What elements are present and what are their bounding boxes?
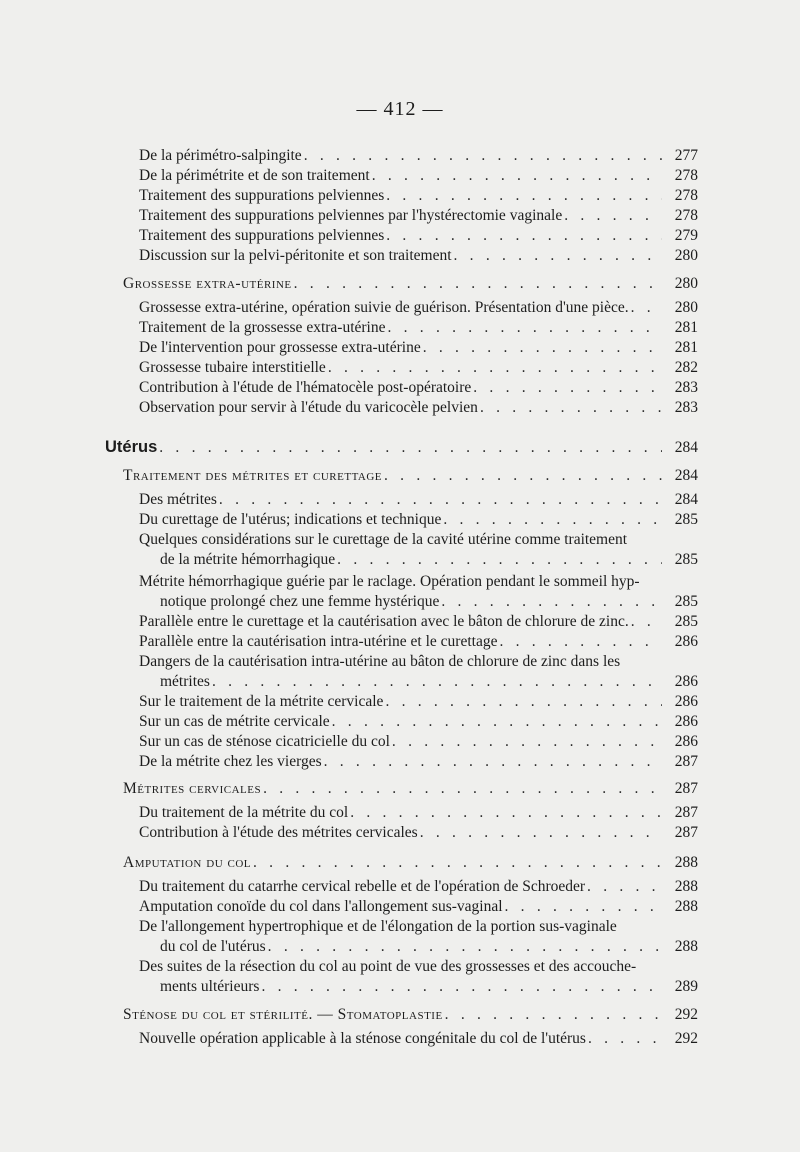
toc-entry-title: Grossesse extra-utérine, opération suivie de guérison. Présentation d'une pièce.: [139, 299, 629, 316]
toc-subsection: [123, 274, 698, 294]
toc-entry-title: Sur le traitement de la métrite cervicale: [139, 693, 384, 710]
toc-entry-title: Métrite hémorrhagique guérie par le raclage. Opération pendant le sommeil hyp-: [139, 573, 640, 590]
toc-entry-title: De la périmétrite et de son traitement: [139, 167, 370, 184]
toc-entry: [160, 550, 698, 570]
toc-entry-continuation: notique prolongé chez une femme hystérique: [160, 593, 440, 610]
toc-entry-title: Traitement des suppurations pelviennes: [139, 227, 385, 244]
dot-leader: [212, 672, 662, 692]
toc-page-number: 286: [674, 733, 698, 750]
toc-page-number: 278: [674, 207, 698, 224]
toc-page-number: 280: [674, 275, 698, 292]
toc-entry: [139, 146, 698, 166]
toc-page-number: 287: [674, 824, 698, 841]
toc-entry: [139, 632, 698, 652]
dot-leader: [328, 358, 662, 378]
toc-page-number: 285: [674, 613, 698, 630]
dot-leader: [443, 510, 662, 530]
dot-leader: [454, 246, 662, 266]
toc-entry: [139, 358, 698, 378]
toc-entry: [139, 226, 698, 246]
toc-page-number: 278: [674, 187, 698, 204]
dot-leader: [499, 632, 662, 652]
toc-entry: [139, 712, 698, 732]
dot-leader: [350, 803, 662, 823]
toc-entry-title: Parallèle entre le curettage et la cautérisation avec le bâton de chlorure de zinc.: [139, 613, 629, 630]
toc-entry-title: Traitement des métrites et curettage: [123, 467, 383, 484]
toc-entry: [139, 378, 698, 398]
toc-page-number: 285: [674, 593, 698, 610]
toc-entry-title: Observation pour servir à l'étude du varicocèle pelvien: [139, 399, 478, 416]
toc-entry-title: Sur un cas de sténose cicatricielle du col: [139, 733, 390, 750]
toc-page-number: 284: [674, 439, 698, 456]
toc-page-number: 277: [674, 147, 698, 164]
dot-leader: [473, 378, 662, 398]
toc-entry: [139, 510, 698, 530]
toc-entry-title: Discussion sur la pelvi-péritonite et son traitement: [139, 247, 452, 264]
toc-entry-title: Du curettage de l'utérus; indications et technique: [139, 511, 442, 528]
toc-page-number: 281: [674, 339, 698, 356]
dot-leader: [420, 823, 662, 843]
toc-page-number: 286: [674, 693, 698, 710]
toc-entry: [139, 490, 698, 510]
toc-page-number: 286: [674, 633, 698, 650]
toc-page-number: 288: [674, 938, 698, 955]
toc-entry: [139, 877, 698, 897]
toc-entry-title: Contribution à l'étude de l'hématocèle post-opératoire: [139, 379, 472, 396]
toc-entry-title: Des métrites: [139, 491, 217, 508]
toc-entry-continuation: du col de l'utérus: [160, 938, 266, 955]
dot-leader: [268, 937, 662, 957]
toc-entry-title: Sténose du col et stérilité. — Stomatoplastie: [123, 1006, 443, 1023]
toc-entry-title: Traitement des suppurations pelviennes: [139, 187, 385, 204]
toc-entry-title: Du traitement du catarrhe cervical rebelle et de l'opération de Schroeder: [139, 878, 586, 895]
dot-leader: [261, 977, 662, 997]
toc-page-number: 287: [674, 804, 698, 821]
toc-entry: [139, 1029, 698, 1049]
toc-entry: [160, 672, 698, 692]
dot-leader: [384, 466, 662, 486]
toc-page-number: 285: [674, 551, 698, 568]
dot-leader: [219, 490, 662, 510]
dot-leader: [423, 338, 662, 358]
toc-entry-title: Quelques considérations sur le curettage de la cavité utérine comme traitement: [139, 531, 628, 548]
toc-entry: [139, 318, 698, 338]
toc-entry: [139, 752, 698, 772]
toc-entry: [139, 166, 698, 186]
toc-entry-title: Nouvelle opération applicable à la sténose congénitale du col de l'utérus: [139, 1030, 586, 1047]
dot-leader: [480, 398, 662, 418]
toc-page-number: 287: [674, 780, 698, 797]
dot-leader: [441, 592, 662, 612]
dot-leader: [263, 779, 662, 799]
dot-leader: [385, 692, 662, 712]
toc-entry-title: Dangers de la cautérisation intra-utérine au bâton de chlorure de zinc dans les: [139, 653, 621, 670]
dot-leader: [505, 897, 662, 917]
toc-page-number: 283: [674, 379, 698, 396]
toc-entry-title: Grossesse tubaire interstitielle: [139, 359, 326, 376]
toc-page-number: 281: [674, 319, 698, 336]
toc-entry-title: De l'allongement hypertrophique et de l'élongation de la portion sus-vaginale: [139, 918, 617, 935]
dot-leader: [324, 752, 662, 772]
dot-leader: [445, 1005, 662, 1025]
toc-entry-title: De la métrite chez les vierges: [139, 753, 322, 770]
toc-page-number: 283: [674, 399, 698, 416]
toc-entry: [139, 206, 698, 226]
toc-entry: [160, 592, 698, 612]
toc-entry: [139, 692, 698, 712]
toc-page-number: 278: [674, 167, 698, 184]
toc-entry-title: Traitement des suppurations pelviennes par l'hystérectomie vaginale: [139, 207, 563, 224]
toc-page-number: 285: [674, 511, 698, 528]
toc-entry-title: Sur un cas de métrite cervicale: [139, 713, 330, 730]
toc-page-number: 288: [674, 878, 698, 895]
toc-page-number: 292: [674, 1030, 698, 1047]
toc-page-number: 282: [674, 359, 698, 376]
toc-entry-title: Traitement de la grossesse extra-utérine: [139, 319, 386, 336]
toc-entry: [139, 823, 698, 843]
dot-leader: [386, 226, 662, 246]
toc-entry-title: Utérus: [105, 438, 158, 456]
toc-entry-title: Parallèle entre la cautérisation intra-utérine et le curettage: [139, 633, 498, 650]
toc-entry: [139, 398, 698, 418]
toc-section: [105, 437, 698, 457]
dot-leader: [372, 166, 662, 186]
toc-entry: [160, 977, 698, 997]
toc-subsection: [123, 1005, 698, 1025]
toc-page-number: 284: [674, 467, 698, 484]
dot-leader: [631, 612, 662, 632]
toc-entry-continuation: ments ultérieurs: [160, 978, 260, 995]
dot-leader: [388, 318, 663, 338]
toc-entry: [139, 612, 698, 632]
toc-entry: [160, 937, 698, 957]
dot-leader: [564, 206, 662, 226]
page-number: — 412 —: [356, 98, 444, 120]
toc-page-number: 286: [674, 673, 698, 690]
toc-entry-title: Métrites cervicales: [123, 780, 262, 797]
dot-leader: [304, 146, 662, 166]
toc-subsection: [123, 779, 698, 799]
dot-leader: [631, 298, 662, 318]
toc-entry: [139, 338, 698, 358]
toc-entry: [139, 897, 698, 917]
dot-leader: [159, 438, 662, 458]
toc-page-number: 284: [674, 491, 698, 508]
toc-entry-title: Du traitement de la métrite du col: [139, 804, 349, 821]
toc-entry-title: De l'intervention pour grossesse extra-utérine: [139, 339, 421, 356]
toc-subsection: [123, 853, 698, 873]
toc-page-number: 279: [674, 227, 698, 244]
toc-page-number: 288: [674, 898, 698, 915]
toc-entry-title: Grossesse extra-utérine: [123, 275, 292, 292]
toc-page-number: 289: [674, 978, 698, 995]
dot-leader: [294, 274, 662, 294]
dot-leader: [588, 1029, 662, 1049]
toc-entry-title: Amputation du col: [123, 854, 252, 871]
toc-page-number: 286: [674, 713, 698, 730]
toc-page-number: 287: [674, 753, 698, 770]
dot-leader: [392, 732, 662, 752]
toc-entry-continuation: métrites: [160, 673, 210, 690]
toc-page-number: 280: [674, 299, 698, 316]
toc-page-number: 280: [674, 247, 698, 264]
toc-entry-continuation: de la métrite hémorrhagique: [160, 551, 336, 568]
toc-entry: [139, 803, 698, 823]
dot-leader: [587, 877, 662, 897]
toc-entry-title: Contribution à l'étude des métrites cervicales: [139, 824, 418, 841]
dot-leader: [253, 853, 662, 873]
toc-subsection: [123, 466, 698, 486]
toc-entry-title: De la périmétro-salpingite: [139, 147, 302, 164]
toc-page-number: 292: [674, 1006, 698, 1023]
toc-entry-title: Des suites de la résection du col au point de vue des grossesses et des accouche-: [139, 958, 637, 975]
toc-entry-title: Amputation conoïde du col dans l'allongement sus-vaginal: [139, 898, 503, 915]
toc-page-number: 288: [674, 854, 698, 871]
dot-leader: [332, 712, 662, 732]
dot-leader: [337, 550, 662, 570]
toc-entry: [139, 732, 698, 752]
toc-entry: [139, 298, 698, 318]
toc-entry: [139, 186, 698, 206]
dot-leader: [386, 186, 662, 206]
toc-entry: [139, 246, 698, 266]
